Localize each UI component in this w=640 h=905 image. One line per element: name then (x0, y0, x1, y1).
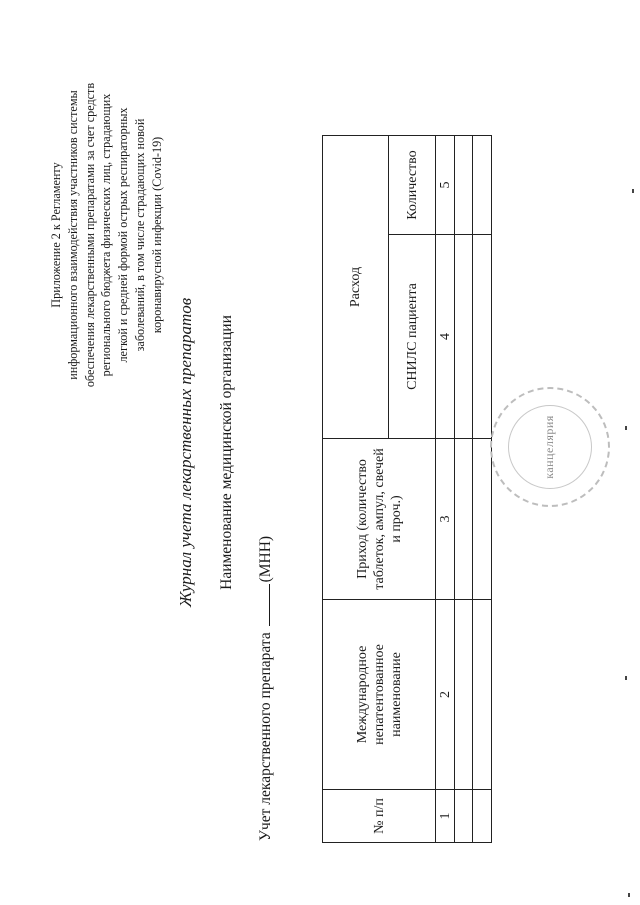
table-cell (473, 136, 492, 235)
appendix-line: обеспечения лекарственными препаратами за счет средств (82, 82, 97, 388)
stamp-text: канцелярия (542, 415, 556, 479)
scan-mark (625, 676, 627, 680)
table-cell (455, 439, 473, 600)
appendix-line: коронавирусной инфекции (Covid-19) (149, 136, 164, 334)
office-stamp (490, 387, 610, 507)
table-cell (455, 790, 473, 843)
header-income: Приход (количество таблеток, ампул, свечей и проч.) (323, 439, 436, 600)
column-number-1: 1 (436, 790, 455, 843)
journal-title: Журнал учета лекарственных препаратов (176, 297, 195, 608)
table-row-empty (455, 136, 473, 843)
organization-label: Наименование медицинской организации (218, 315, 235, 590)
column-number-2: 2 (436, 600, 455, 790)
inn-suffix: (МНН) (257, 535, 274, 583)
drug-journal-table (322, 135, 492, 843)
table-row-empty (473, 136, 492, 843)
table-cell (455, 136, 473, 235)
appendix-line: заболеваний, в том числе страдающих новой (132, 118, 147, 352)
column-number-4: 4 (436, 235, 455, 439)
table-cell (473, 600, 492, 790)
table-cell (473, 790, 492, 843)
drug-accounting-line (257, 536, 275, 841)
drug-accounting-label: Учет лекарственного препарата (257, 632, 274, 841)
scan-mark (625, 426, 627, 430)
appendix-note (48, 25, 166, 445)
table-cell (473, 439, 492, 600)
table-cell (455, 600, 473, 790)
column-number-3: 3 (436, 439, 455, 600)
scan-mark (632, 189, 634, 193)
appendix-line: Приложение 2 к Регламенту (49, 162, 63, 308)
table-cell (455, 235, 473, 439)
column-number-5: 5 (436, 136, 455, 235)
appendix-line: легкой и средней формой острых респираторных (116, 107, 131, 363)
header-inn: Международное непатентованное наименование (323, 600, 436, 790)
header-snils: СНИЛС пациента (389, 235, 436, 439)
scan-mark (628, 893, 630, 897)
header-expense: Расход (323, 136, 389, 439)
header-quantity: Количество (389, 136, 436, 235)
drug-name-blank (257, 584, 270, 626)
appendix-line: информационного взаимодействия участников системы (65, 90, 80, 380)
appendix-line: регионального бюджета физических лиц, страдающих (99, 93, 114, 377)
header-num: № п/п (323, 790, 436, 843)
table-cell (473, 235, 492, 439)
